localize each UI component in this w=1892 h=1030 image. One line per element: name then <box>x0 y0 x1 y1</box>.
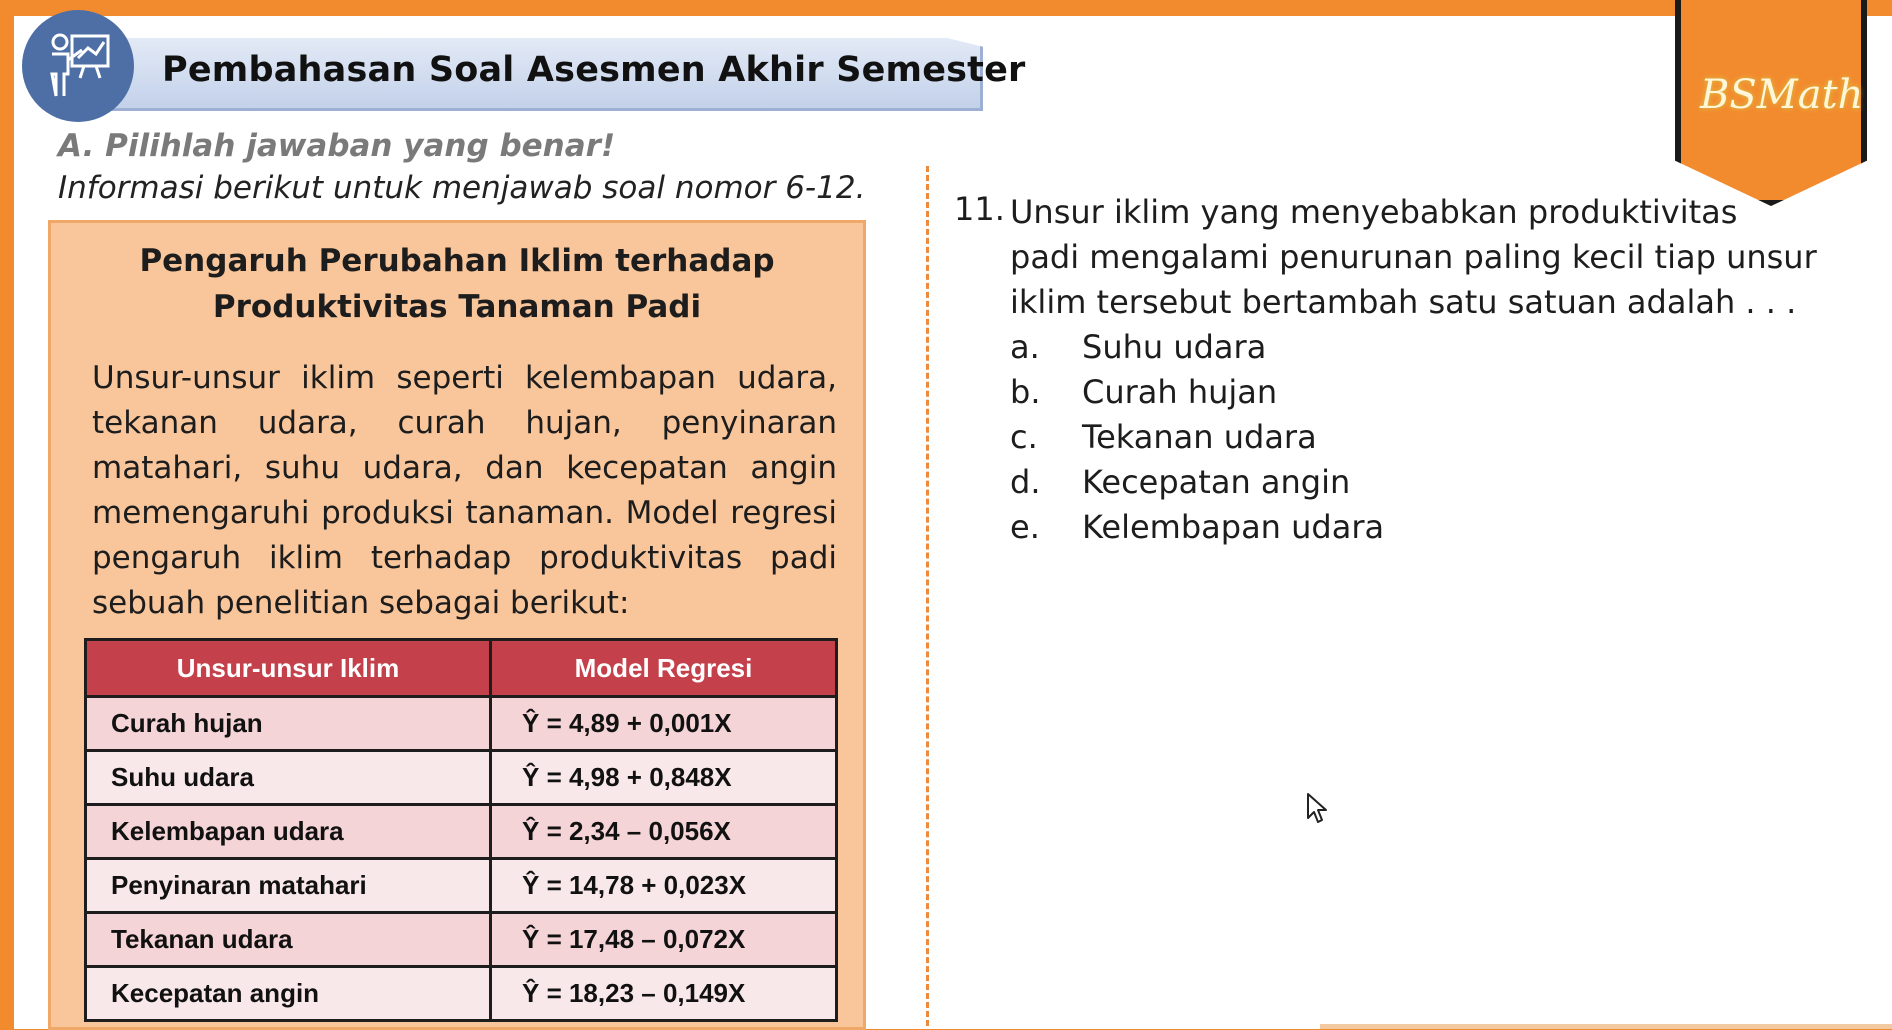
table-row <box>86 697 837 751</box>
presenter-icon <box>22 10 134 122</box>
table-cell-model: Ŷ = 4,89 + 0,001X <box>491 697 837 751</box>
table-header-element: Unsur-unsur Iklim <box>86 640 491 697</box>
table-row <box>86 967 837 1021</box>
table-row <box>86 913 837 967</box>
option-d[interactable] <box>1010 463 1384 508</box>
table-cell-element: Suhu udara <box>86 751 491 805</box>
option-text: Suhu udara <box>1082 328 1267 366</box>
option-text: Kelembapan udara <box>1082 508 1385 546</box>
info-box-title-line2: Produktivitas Tanaman Padi <box>212 289 702 325</box>
table-row <box>86 859 837 913</box>
option-letter: a. <box>1010 328 1040 366</box>
info-box-title <box>48 238 866 330</box>
option-a[interactable] <box>1010 328 1384 373</box>
option-b[interactable] <box>1010 373 1384 418</box>
bsmath-logo: BSMath <box>1700 72 1864 118</box>
question-line2: padi mengalami penurunan paling kecil tiap unsur iklim tersebut bertambah satu satuan adalah . . . <box>1010 238 1817 321</box>
column-divider <box>926 166 929 1026</box>
option-letter: e. <box>1010 508 1040 546</box>
page-title: Pembahasan Soal Asesmen Akhir Semester <box>162 50 1026 90</box>
table-header-model: Model Regresi <box>491 640 837 697</box>
option-text: Tekanan udara <box>1082 418 1317 456</box>
question-line1: Unsur iklim yang menyebabkan produktivitas <box>1010 193 1738 231</box>
table-cell-model: Ŷ = 2,34 – 0,056X <box>491 805 837 859</box>
option-e[interactable] <box>1010 508 1384 553</box>
option-letter: c. <box>1010 418 1038 456</box>
question-text <box>1010 190 1870 325</box>
section-title: A. Pilihlah jawaban yang benar! <box>58 128 616 164</box>
option-text: Kecepatan angin <box>1082 463 1351 501</box>
table-row <box>86 751 837 805</box>
option-letter: b. <box>1010 373 1041 411</box>
info-box-paragraph: Unsur-unsur iklim seperti kelembapan udara, tekanan udara, curah hujan, penyinaran matahari, suhu udara, dan kecepatan angin memengaruhi produksi tanaman. Model regresi pengaruh iklim terhadap produktivitas padi sebuah penelitian sebagai berikut: <box>92 360 837 621</box>
table-cell-element: Kelembapan udara <box>86 805 491 859</box>
table-cell-model: Ŷ = 18,23 – 0,149X <box>491 967 837 1021</box>
bottom-accent-line <box>1320 1024 1892 1029</box>
table-cell-element: Kecepatan angin <box>86 967 491 1021</box>
table-row <box>86 805 837 859</box>
question-number: 11. <box>954 190 1005 228</box>
table-cell-model: Ŷ = 4,98 + 0,848X <box>491 751 837 805</box>
table-cell-element: Curah hujan <box>86 697 491 751</box>
answer-options <box>1010 328 1384 553</box>
option-letter: d. <box>1010 463 1041 501</box>
table-cell-model: Ŷ = 14,78 + 0,023X <box>491 859 837 913</box>
table-cell-model: Ŷ = 17,48 – 0,072X <box>491 913 837 967</box>
info-box-title-line1: Pengaruh Perubahan Iklim terhadap <box>139 243 775 279</box>
table-cell-element: Penyinaran matahari <box>86 859 491 913</box>
option-c[interactable] <box>1010 418 1384 463</box>
regression-table <box>84 638 838 1022</box>
mouse-pointer-icon <box>1306 792 1328 828</box>
info-text: Informasi berikut untuk menjawab soal nomor 6-12. <box>58 170 866 206</box>
table-header-row <box>86 640 837 697</box>
table-cell-element: Tekanan udara <box>86 913 491 967</box>
option-text: Curah hujan <box>1082 373 1278 411</box>
